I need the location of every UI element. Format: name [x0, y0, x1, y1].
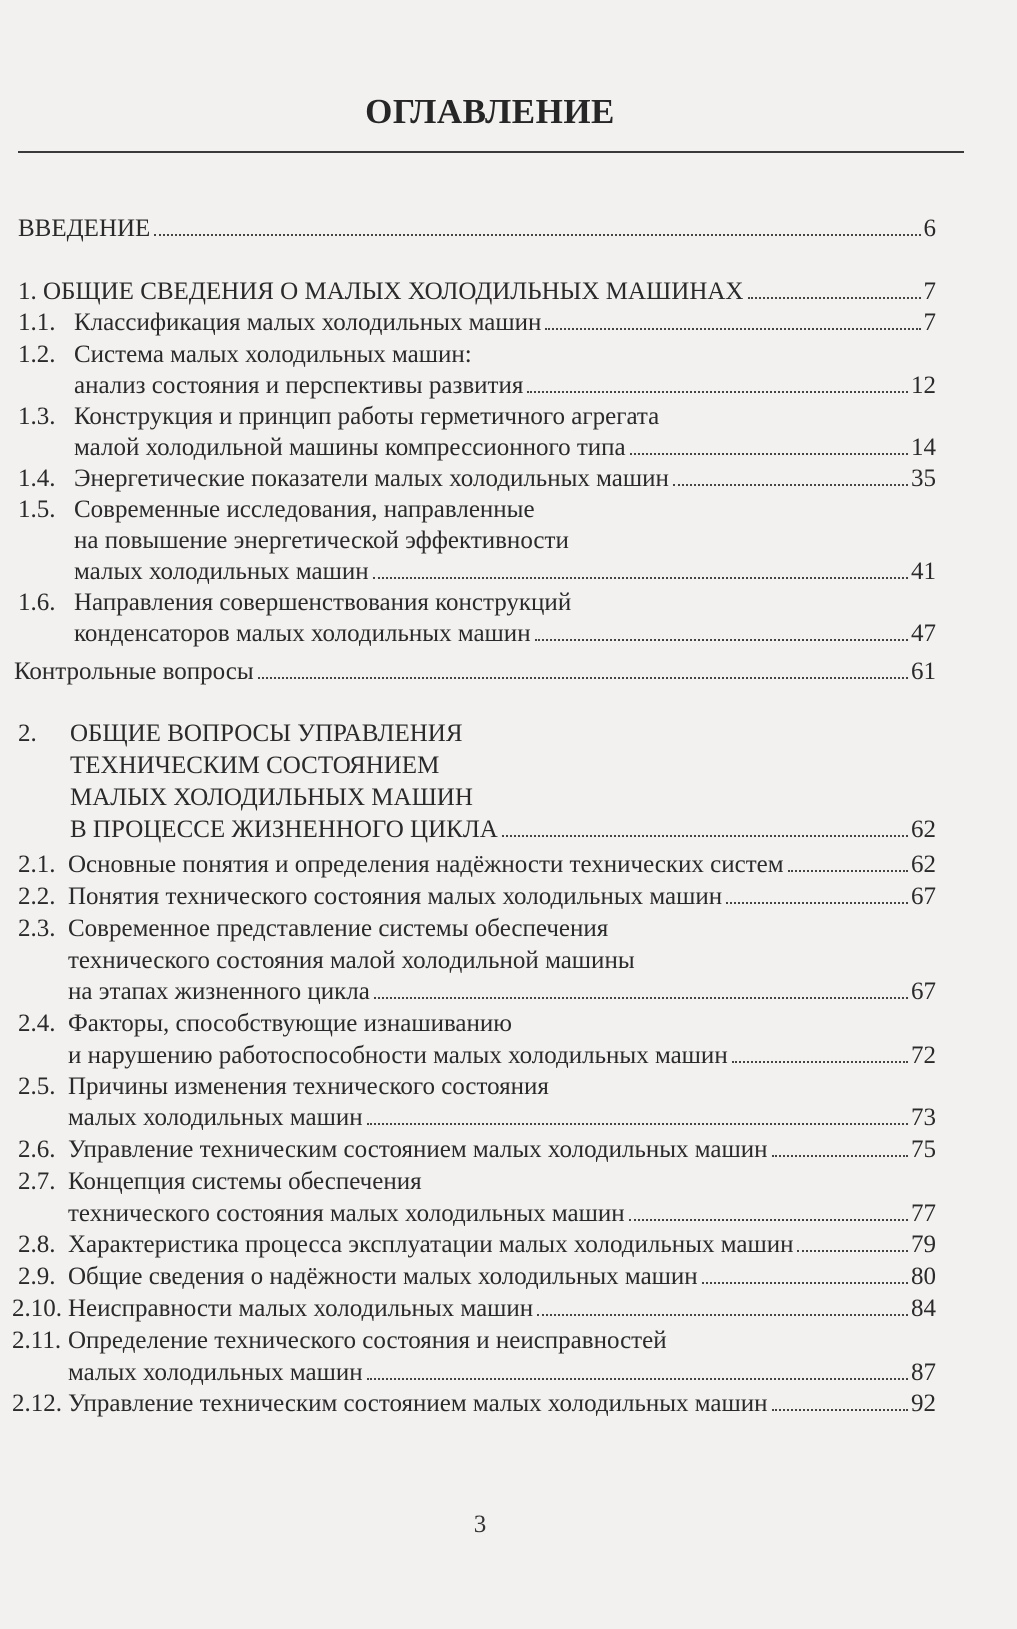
section-number: 1.5. — [18, 496, 56, 523]
toc-entry-text: малых холодильных машин — [68, 1359, 363, 1386]
toc-entry-text: Система малых холодильных машин: — [74, 341, 472, 368]
toc-entry-1-5-line — [74, 525, 936, 556]
leader-dots — [673, 464, 908, 486]
toc-page-number: 35 — [911, 465, 936, 492]
leader-dots — [702, 1262, 908, 1284]
toc-page-number: 41 — [911, 558, 936, 585]
toc-entry-2-11-line — [68, 1325, 936, 1356]
section-number: 2.7. — [18, 1168, 56, 1195]
section-number: 2.4. — [18, 1010, 56, 1037]
leader-dots — [535, 619, 908, 641]
toc-entry-text: Управление техническим состоянием малых холодильных машин — [68, 1390, 768, 1417]
toc-page-number: 73 — [911, 1104, 936, 1131]
leader-dots — [373, 557, 908, 579]
toc-entry-text: на этапах жизненного цикла — [68, 978, 370, 1005]
toc-entry-text: Характеристика процесса эксплуатации малых холодильных машин — [68, 1231, 794, 1258]
toc-entry-1-2[interactable] — [74, 370, 936, 401]
toc-entry-2-4-line — [68, 1008, 936, 1039]
toc-entry-text: Классификация малых холодильных машин — [74, 309, 542, 336]
toc-entry-1-5[interactable] — [74, 556, 936, 587]
toc-entry-text: Основные понятия и определения надёжности технических систем — [68, 851, 784, 878]
toc-entry-text: конденсаторов малых холодильных машин — [74, 620, 531, 647]
toc-entry-2-5-line — [68, 1071, 936, 1102]
leader-dots — [367, 1103, 908, 1125]
toc-entry-text: Факторы, способствующие изнашиванию — [68, 1010, 512, 1037]
toc-entry-text: Управление техническим состоянием малых холодильных машин — [68, 1136, 768, 1163]
toc-entry-1-6-line — [74, 587, 936, 618]
toc-entry-2-1[interactable] — [68, 849, 936, 880]
section-number: 2.10. — [12, 1295, 62, 1322]
toc-page-number: 7 — [923, 309, 936, 336]
toc-entry-intro[interactable] — [18, 213, 936, 244]
chapter-heading: В ПРОЦЕССЕ ЖИЗНЕННОГО ЦИКЛА — [70, 816, 498, 843]
toc-entry-text: малых холодильных машин — [74, 558, 369, 585]
toc-page-number: 79 — [911, 1231, 936, 1258]
toc-entry-2-12[interactable] — [68, 1388, 936, 1419]
toc-entry-2-3[interactable] — [68, 976, 936, 1007]
toc-entry-2-9[interactable] — [68, 1261, 936, 1292]
toc-page-number: 62 — [911, 851, 936, 878]
section-number: 2.6. — [18, 1136, 56, 1163]
toc-entry-text: Современные исследования, направленные — [74, 496, 535, 523]
toc-entry-text: Конструкция и принцип работы герметичного агрегата — [74, 403, 660, 430]
toc-page-number: 67 — [911, 883, 936, 910]
toc-entry-text: Энергетические показатели малых холодильных машин — [74, 465, 669, 492]
leader-dots — [545, 308, 920, 330]
toc-page-number: 84 — [911, 1295, 936, 1322]
section-number: 2.12. — [12, 1390, 62, 1417]
toc-page-number: 72 — [911, 1042, 936, 1069]
toc-entry-1-3[interactable] — [74, 432, 936, 463]
toc-entry-2-6[interactable] — [68, 1134, 936, 1165]
toc-entry-2-2[interactable] — [68, 881, 936, 912]
toc-entry-text: Концепция системы обеспечения — [68, 1168, 422, 1195]
chapter-2-heading-line — [70, 750, 936, 781]
toc-entry-2-4[interactable] — [68, 1040, 936, 1071]
toc-entry-text: Направления совершенствования конструкций — [74, 589, 572, 616]
toc-entry-text: технического состояния малой холодильной машины — [68, 947, 635, 974]
toc-entry-text: Общие сведения о надёжности малых холодильных машин — [68, 1263, 698, 1290]
chapter-2-heading-line — [70, 782, 936, 813]
toc-entry-text: малой холодильной машины компрессионного типа — [74, 434, 626, 461]
chapter-2-heading-line — [70, 718, 936, 749]
toc-entry-text: технического состояния малых холодильных машин — [68, 1200, 625, 1227]
leader-dots — [748, 277, 921, 299]
toc-entry-2-8[interactable] — [68, 1229, 936, 1260]
section-number: 1.1. — [18, 309, 56, 336]
toc-entry-2-3-line — [68, 945, 936, 976]
chapter-number: 2. — [18, 720, 37, 747]
toc-entry-text: Причины изменения технического состояния — [68, 1073, 549, 1100]
toc-entry-2-11[interactable] — [68, 1357, 936, 1388]
chapter-heading: 1. ОБЩИЕ СВЕДЕНИЯ О МАЛЫХ ХОЛОДИЛЬНЫХ МАШИНАХ — [18, 278, 744, 305]
section-number: 2.5. — [18, 1073, 56, 1100]
chapter-heading: ТЕХНИЧЕСКИМ СОСТОЯНИЕМ — [70, 752, 440, 779]
toc-entry-1-5-line — [74, 494, 936, 525]
toc-entry-text: Современное представление системы обеспечения — [68, 915, 609, 942]
toc-page-number: 61 — [911, 658, 936, 685]
section-number: 1.6. — [18, 589, 56, 616]
toc-page-number: 75 — [911, 1136, 936, 1163]
section-number: 2.11. — [12, 1327, 62, 1354]
toc-page-number: 12 — [911, 372, 936, 399]
toc-page-number: 77 — [911, 1200, 936, 1227]
leader-dots — [374, 977, 908, 999]
toc-chapter-1[interactable] — [18, 276, 936, 307]
toc-entry-1-4[interactable] — [74, 463, 936, 494]
section-number: 1.2. — [18, 341, 56, 368]
toc-entry-text: Определение технического состояния и неисправностей — [68, 1327, 667, 1354]
toc-entry-text: Понятия технического состояния малых холодильных машин — [68, 883, 723, 910]
leader-dots — [630, 433, 908, 455]
leader-dots — [788, 850, 908, 872]
toc-entry-1-2-line — [74, 339, 936, 370]
toc-entry-2-3-line — [68, 913, 936, 944]
toc-entry-text: малых холодильных машин — [68, 1104, 363, 1131]
toc-page-number: 6 — [923, 215, 936, 242]
chapter-heading: МАЛЫХ ХОЛОДИЛЬНЫХ МАШИН — [70, 784, 473, 811]
leader-dots — [367, 1358, 908, 1380]
toc-entry-text: анализ состояния и перспективы развития — [74, 372, 524, 399]
toc-entry-questions[interactable] — [14, 656, 936, 687]
section-number: 2.2. — [18, 883, 56, 910]
toc-chapter-2[interactable] — [70, 814, 936, 845]
toc-page-number: 92 — [911, 1390, 936, 1417]
leader-dots — [772, 1389, 908, 1411]
section-number: 1.3. — [18, 403, 56, 430]
leader-dots — [732, 1041, 908, 1063]
leader-dots — [502, 815, 908, 837]
toc-page-number: 80 — [911, 1263, 936, 1290]
leader-dots — [154, 214, 920, 236]
leader-dots — [797, 1230, 908, 1252]
toc-page-number: 87 — [911, 1359, 936, 1386]
toc-entry-text: ВВЕДЕНИЕ — [18, 215, 151, 242]
toc-page-number: 67 — [911, 978, 936, 1005]
toc-entry-2-10[interactable] — [68, 1293, 936, 1324]
section-number: 2.3. — [18, 915, 56, 942]
leader-dots — [772, 1135, 908, 1157]
toc-entry-1-1[interactable] — [74, 307, 936, 338]
section-number: 2.1. — [18, 851, 56, 878]
section-number: 2.8. — [18, 1231, 56, 1258]
toc-page-number: 14 — [911, 434, 936, 461]
toc-entry-text: Неисправности малых холодильных машин — [68, 1295, 534, 1322]
section-number: 1.4. — [18, 465, 56, 492]
toc-entry-2-7-line — [68, 1166, 936, 1197]
leader-dots — [537, 1294, 908, 1316]
toc-entry-1-6[interactable] — [74, 618, 936, 649]
leader-dots — [527, 371, 908, 393]
toc-entry-text: Контрольные вопросы — [14, 658, 254, 685]
toc-page-number: 7 — [923, 278, 936, 305]
toc-page-number: 62 — [911, 816, 936, 843]
toc-page-number: 47 — [911, 620, 936, 647]
section-number: 2.9. — [18, 1263, 56, 1290]
toc-entry-text: на повышение энергетической эффективности — [74, 527, 569, 554]
page-number: 3 — [473, 1511, 487, 1538]
page-title: ОГЛАВЛЕНИЕ — [365, 92, 615, 131]
chapter-heading: ОБЩИЕ ВОПРОСЫ УПРАВЛЕНИЯ — [70, 720, 463, 747]
toc-entry-text: и нарушению работоспособности малых холодильных машин — [68, 1042, 728, 1069]
toc-entry-2-5[interactable] — [68, 1102, 936, 1133]
leader-dots — [258, 657, 908, 679]
leader-dots — [629, 1199, 908, 1221]
toc-entry-1-3-line — [74, 401, 936, 432]
leader-dots — [726, 882, 908, 904]
toc-entry-2-7[interactable] — [68, 1198, 936, 1229]
